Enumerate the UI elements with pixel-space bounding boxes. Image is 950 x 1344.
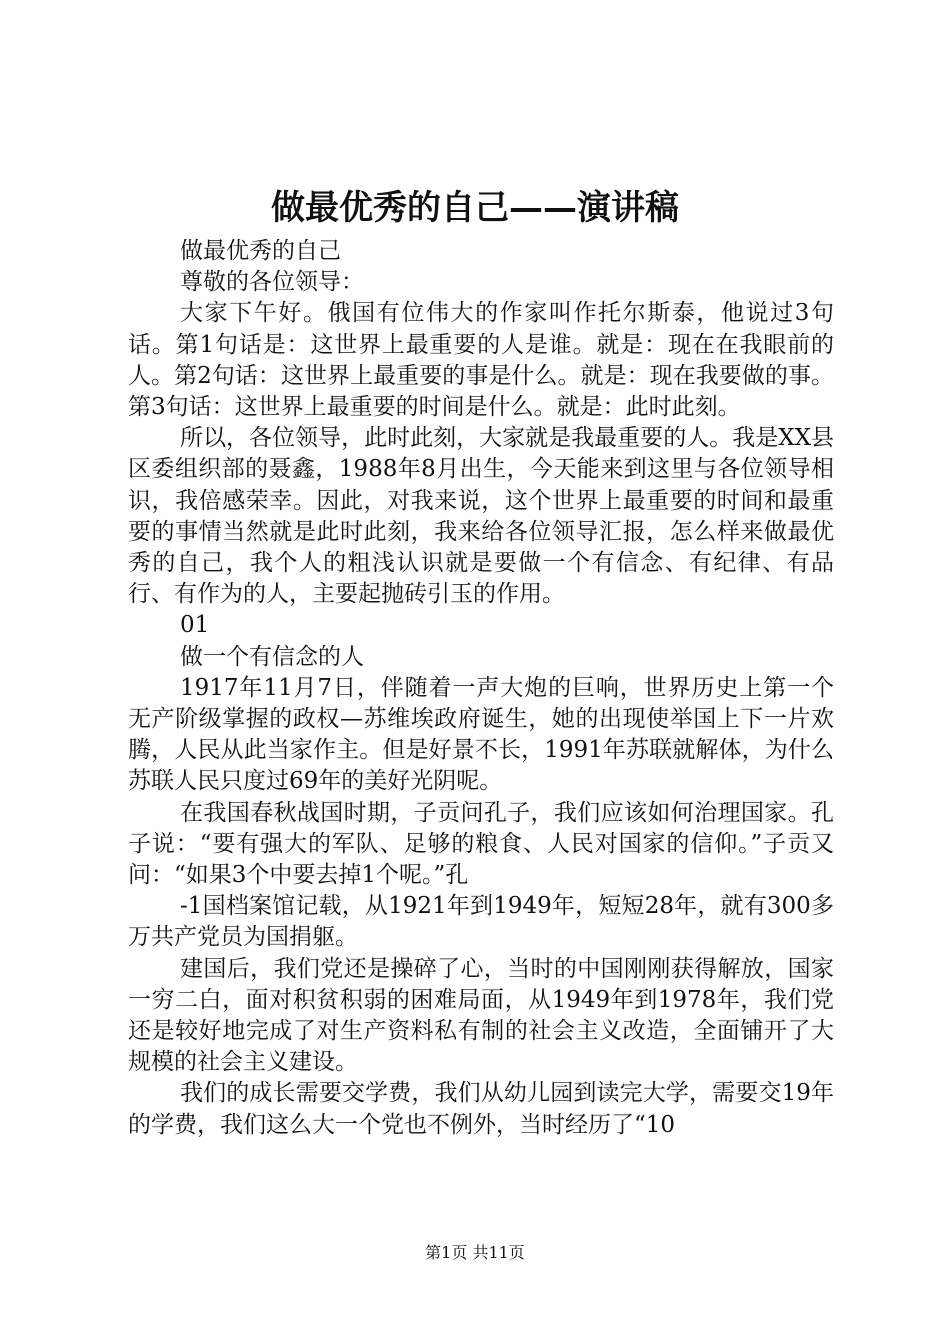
section-heading: 做一个有信念的人 (180, 643, 364, 670)
body-paragraph: 1917年11月7日，伴随着一声大炮的巨响，世界历史上第一个无产阶级掌握的政权—苏维埃政府诞生，她的出现使举国上下一片欢腾，人民从此当家作主。但是好景不长，1991年苏联就解体，为什么苏联人民只度过69年的美好光阴呢。 (128, 674, 834, 795)
document-body (128, 236, 834, 1141)
body-paragraph: -1国档案馆记载，从1921年到1949年，短短28年，就有300多万共产党员为国捐躯。 (128, 893, 834, 951)
body-paragraph: 大家下午好。俄国有位伟大的作家叫作托尔斯泰，他说过3句话。第1句话是：这世界上最重要的人是谁。就是：现在在我眼前的人。第2句话：这世界上最重要的事是什么。就是：现在我要做的事。第3句话：这世界上最重要的时间是什么。就是：此时此刻。 (128, 300, 834, 421)
page-footer: 第1页 共11页 (425, 1243, 525, 1262)
body-paragraph: 在我国春秋战国时期，子贡问孔子，我们应该如何治理国家。孔子说：“要有强大的军队、足够的粮食、人民对国家的信仰。”子贡又问：“如果3个中要去掉1个呢。”孔 (128, 799, 834, 889)
salutation-paragraph: 尊敬的各位领导： (180, 269, 364, 296)
section-number: 01 (180, 612, 210, 639)
subtitle-paragraph: 做最优秀的自己 (180, 238, 341, 264)
body-paragraph: 所以，各位领导，此时此刻，大家就是我最重要的人。我是XX县区委组织部的聂鑫，1988年8月出生，今天能来到这里与各位领导相识，我倍感荣幸。因此，对我来说，这个世界上最重要的时间和最重要的事情当然就是此时此刻，我来给各位领导汇报，怎么样来做最优秀的自己，我个人的粗浅认识就是要做一个有信念、有纪律、有品行、有作为的人，主要起抛砖引玉的作用。 (128, 425, 834, 608)
body-paragraph: 我们的成长需要交学费，我们从幼儿园到读完大学，需要交19年的学费，我们这么大一个党也不例外，当时经历了“10 (128, 1080, 834, 1138)
body-paragraph: 建国后，我们党还是操碎了心，当时的中国刚刚获得解放，国家一穷二白，面对积贫积弱的困难局面，从1949年到1978年，我们党还是较好地完成了对生产资料私有制的社会主义改造，全面铺开了大规模的社会主义建设。 (128, 955, 834, 1076)
document-title: 做最优秀的自己——演讲稿 (271, 188, 679, 228)
